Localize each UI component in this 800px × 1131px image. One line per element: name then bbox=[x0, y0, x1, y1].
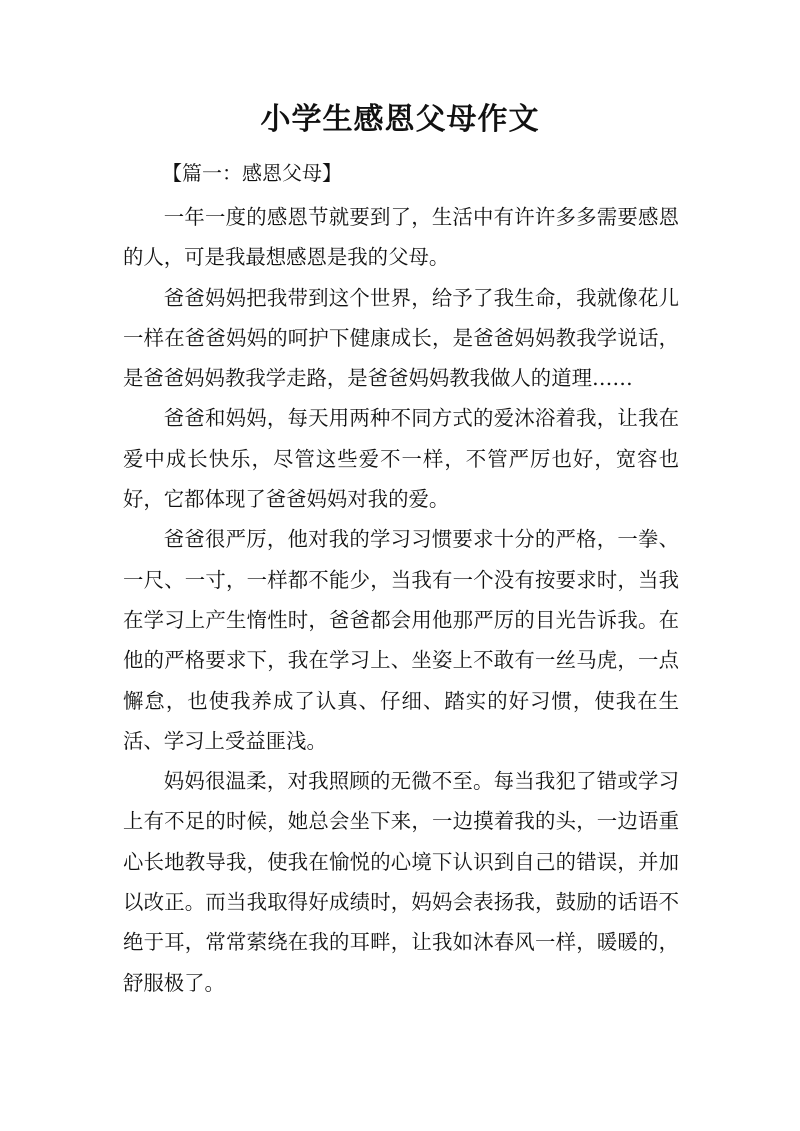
paragraph-2: 爸爸妈妈把我带到这个世界，给予了我生命，我就像花儿一样在爸爸妈妈的呵护下健康成长，是爸爸妈妈教我学说话，是爸爸妈妈教我学走路，是爸爸妈妈教我做人的道理…… bbox=[123, 285, 679, 391]
paragraph-5: 妈妈很温柔，对我照顾的无微不至。每当我犯了错或学习上有不足的时候，她总会坐下来，一边摸着我的头，一边语重心长地教导我，使我在愉悦的心境下认识到自己的错误，并加以改正。而当我取得好成绩时，妈妈会表扬我，鼓励的话语不绝于耳，常常萦绕在我的耳畔，让我如沐春风一样，暖暖的，舒服极了。 bbox=[123, 769, 679, 995]
paragraph-4: 爸爸很严厉，他对我的学习习惯要求十分的严格，一拳、一尺、一寸，一样都不能少，当我有一个没有按要求时，当我在学习上产生惰性时，爸爸都会用他那严厉的目光告诉我。在他的严格要求下，我在学习上、坐姿上不敢有一丝马虎，一点懈怠，也使我养成了认真、仔细、踏实的好习惯，使我在生活、学习上受益匪浅。 bbox=[123, 527, 679, 753]
section-heading: 【篇一：感恩父母】 bbox=[162, 161, 342, 185]
paragraph-1: 一年一度的感恩节就要到了，生活中有许许多多需要感恩的人，可是我最想感恩是我的父母。 bbox=[123, 205, 679, 270]
paragraph-3: 爸爸和妈妈，每天用两种不同方式的爱沐浴着我，让我在爱中成长快乐，尽管这些爱不一样，不管严厉也好，宽容也好，它都体现了爸爸妈妈对我的爱。 bbox=[123, 406, 679, 512]
document-title: 小学生感恩父母作文 bbox=[260, 102, 540, 137]
document-body bbox=[123, 197, 679, 1003]
